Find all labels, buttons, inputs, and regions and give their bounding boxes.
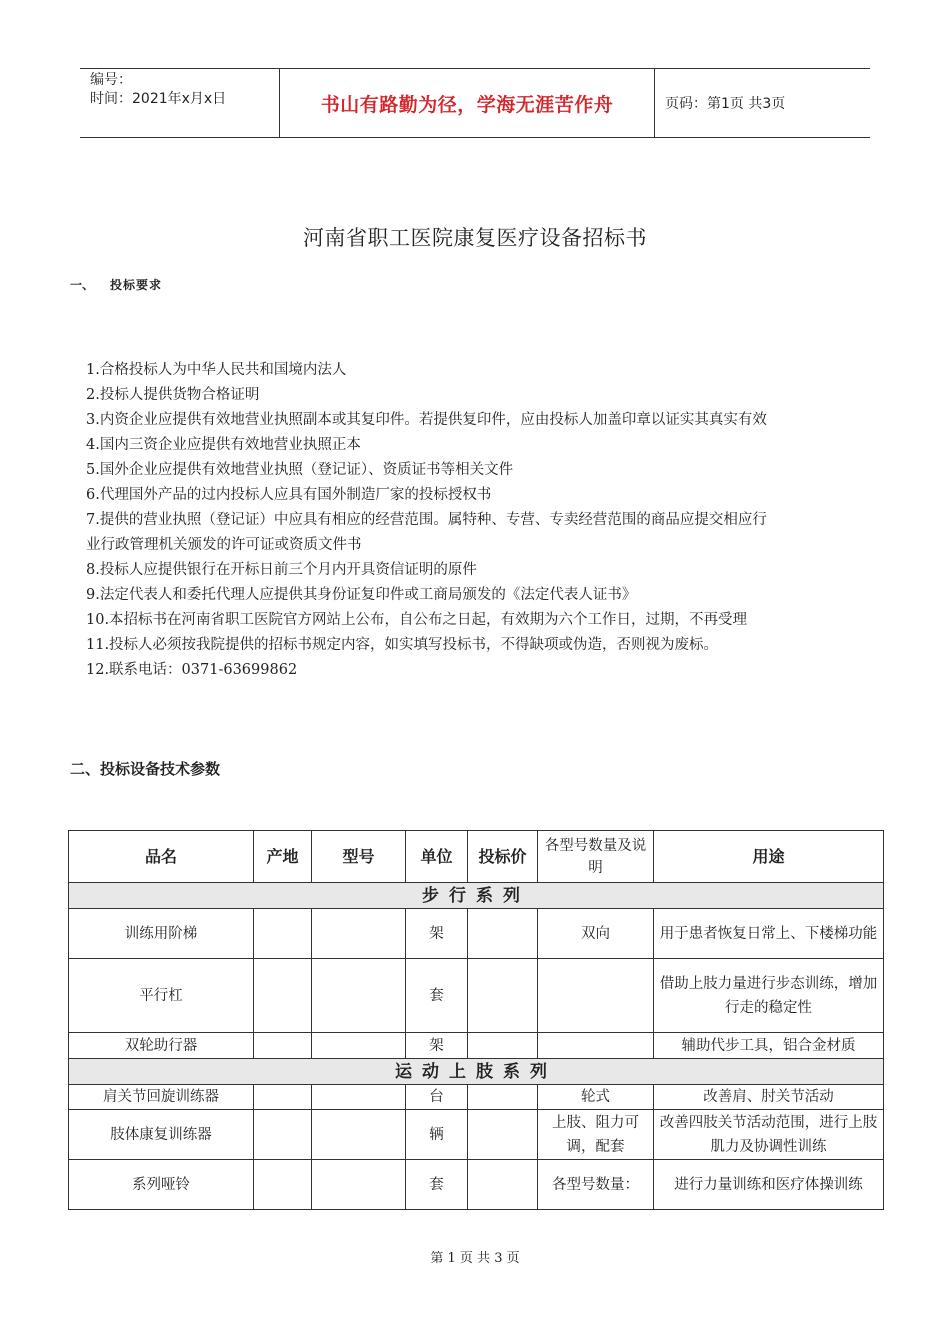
section-1-title: 投标要求 — [110, 278, 163, 292]
cell-origin — [254, 959, 312, 1033]
cell-use: 借助上肢力量进行步态训练，增加行走的稳定性 — [654, 959, 884, 1033]
table-row — [69, 959, 884, 1033]
cell-desc: 双向 — [538, 909, 654, 959]
header-motto: 书山有路勤为径，学海无涯苦作舟 — [280, 69, 655, 137]
cell-price — [468, 1160, 538, 1210]
cell-unit: 台 — [406, 1085, 468, 1110]
cell-desc: 上肢、阻力可调，配套 — [538, 1110, 654, 1160]
cell-unit: 套 — [406, 959, 468, 1033]
col-header-unit: 单位 — [406, 831, 468, 883]
col-header-price: 投标价 — [468, 831, 538, 883]
requirement-item: 4.国内三资企业应提供有效地营业执照正本 — [86, 437, 361, 453]
col-header-origin: 产地 — [254, 831, 312, 883]
cell-model — [312, 1085, 406, 1110]
requirement-item: 12.联系电话：0371-63699862 — [86, 662, 298, 678]
cell-origin — [254, 1033, 312, 1059]
col-header-desc: 各型号数量及说明 — [538, 831, 654, 883]
category-walking: 步行系列 — [69, 883, 884, 909]
col-header-name: 品名 — [69, 831, 254, 883]
cell-use: 进行力量训练和医疗体操训练 — [654, 1160, 884, 1210]
section-1-heading — [70, 276, 162, 293]
col-header-use: 用途 — [654, 831, 884, 883]
table-row — [69, 1085, 884, 1110]
cell-unit: 辆 — [406, 1110, 468, 1160]
header-page-code: 页码：第1页 共3页 — [665, 96, 786, 112]
cell-desc — [538, 1033, 654, 1059]
cell-use: 用于患者恢复日常上、下楼梯功能 — [654, 909, 884, 959]
col-header-model: 型号 — [312, 831, 406, 883]
cell-model — [312, 959, 406, 1033]
requirement-item: 2.投标人提供货物合格证明 — [86, 387, 260, 403]
cell-desc — [538, 959, 654, 1033]
cell-desc: 各型号数量： — [538, 1160, 654, 1210]
cell-name: 训练用阶梯 — [69, 909, 254, 959]
requirements-list — [86, 358, 876, 683]
equipment-table — [68, 830, 884, 1210]
table-row — [69, 1033, 884, 1059]
requirement-item: 1.合格投标人为中华人民共和国境内法人 — [86, 362, 347, 378]
requirement-item: 11.投标人必须按我院提供的招标书规定内容，如实填写投标书，不得缺项或伪造，否则视为废标。 — [86, 637, 719, 653]
cell-model — [312, 1110, 406, 1160]
cell-price — [468, 1033, 538, 1059]
cell-origin — [254, 1110, 312, 1160]
cell-use: 辅助代步工具，铝合金材质 — [654, 1033, 884, 1059]
document-number-label: 编号： — [90, 72, 132, 88]
category-upper-limb: 运动上肢系列 — [69, 1059, 884, 1085]
cell-origin — [254, 1085, 312, 1110]
cell-model — [312, 1033, 406, 1059]
section-1-number: 一、 — [70, 278, 95, 292]
cell-name: 肩关节回旋训练器 — [69, 1085, 254, 1110]
cell-unit: 套 — [406, 1160, 468, 1210]
cell-price — [468, 1085, 538, 1110]
header-meta — [80, 69, 280, 137]
cell-origin — [254, 909, 312, 959]
cell-model — [312, 1160, 406, 1210]
cell-name: 肢体康复训练器 — [69, 1110, 254, 1160]
page-footer: 第 1 页 共 3 页 — [430, 1251, 520, 1266]
requirement-item: 9.法定代表人和委托代理人应提供其身份证复印件或工商局颁发的《法定代表人证书》 — [86, 587, 637, 603]
category-row — [69, 1059, 884, 1085]
cell-use: 改善四肢关节活动范围，进行上肢肌力及协调性训练 — [654, 1110, 884, 1160]
requirement-item: 10.本招标书在河南省职工医院官方网站上公布，自公布之日起，有效期为六个工作日，过期，不再受理 — [86, 612, 748, 628]
requirement-item: 5.国外企业应提供有效地营业执照（登记证）、资质证书等相关文件 — [86, 462, 514, 478]
requirement-item: 7.提供的营业执照（登记证）中应具有相应的经营范围。属特种、专营、专卖经营范围的商品应提交相应行 — [86, 512, 767, 528]
cell-desc: 轮式 — [538, 1085, 654, 1110]
table-row — [69, 1110, 884, 1160]
requirement-item: 3.内资企业应提供有效地营业执照副本或其复印件。若提供复印件，应由投标人加盖印章以证实其真实有效 — [86, 412, 767, 428]
category-row — [69, 883, 884, 909]
requirement-item: 6.代理国外产品的过内投标人应具有国外制造厂家的投标授权书 — [86, 487, 492, 503]
cell-price — [468, 1110, 538, 1160]
cell-unit: 架 — [406, 1033, 468, 1059]
cell-unit: 架 — [406, 909, 468, 959]
cell-name: 系列哑铃 — [69, 1160, 254, 1210]
requirement-item: 8.投标人应提供银行在开标日前三个月内开具资信证明的原件 — [86, 562, 477, 578]
table-row — [69, 1160, 884, 1210]
cell-model — [312, 909, 406, 959]
document-time-label: 时间：2021年x月x日 — [90, 91, 227, 107]
requirement-item: 业行政管理机关颁发的许可证或资质文件书 — [86, 537, 362, 553]
section-2-heading: 二、投标设备技术参数 — [70, 760, 221, 778]
cell-price — [468, 909, 538, 959]
cell-use: 改善肩、肘关节活动 — [654, 1085, 884, 1110]
table-header-row — [69, 831, 884, 883]
table-row — [69, 909, 884, 959]
cell-origin — [254, 1160, 312, 1210]
cell-name: 双轮助行器 — [69, 1033, 254, 1059]
document-title: 河南省职工医院康复医疗设备招标书 — [303, 226, 647, 250]
cell-price — [468, 959, 538, 1033]
page-header — [80, 68, 870, 138]
cell-name: 平行杠 — [69, 959, 254, 1033]
